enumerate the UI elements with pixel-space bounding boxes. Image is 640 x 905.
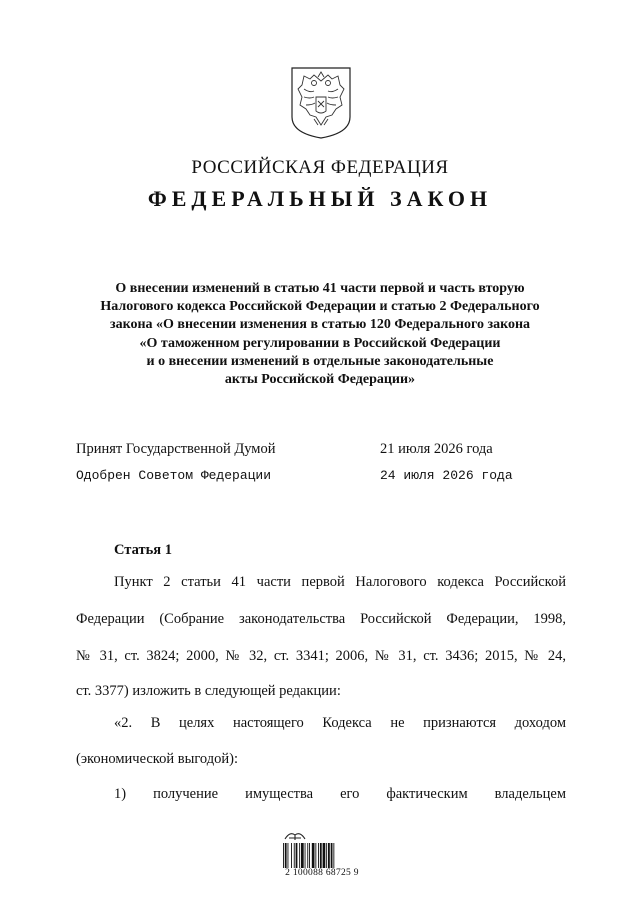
article-heading: Статья 1	[114, 542, 172, 558]
title-line: закона «О внесении изменения в статью 120 Федерального закона	[109, 317, 531, 333]
duma-date: 21 июля 2026 года	[380, 441, 493, 457]
barcode-icon	[282, 843, 358, 871]
article-line: Пункт 2 статьи 41 части первой Налогового кодекса Российской	[114, 574, 566, 590]
article-line: (экономической выгодой):	[76, 751, 238, 767]
title-line: и о внесении изменений в отдельные законодательные	[146, 353, 494, 369]
article-line: Федерации (Собрание законодательства Российской Федерации, 1998,	[76, 611, 566, 627]
article-line: № 31, ст. 3824; 2000, № 32, ст. 3341; 2006, № 31, ст. 3436; 2015, № 24,	[76, 648, 566, 664]
council-label: Одобрен Советом Федерации	[76, 468, 272, 483]
article-line: «2. В целях настоящего Кодекса не признаются доходом	[114, 715, 566, 731]
barcode-number: 2 100088 68725 9	[285, 868, 359, 878]
title-line: акты Российской Федерации»	[224, 372, 416, 388]
law-title	[60, 280, 580, 389]
eagle-mark-icon	[284, 829, 306, 841]
country-name: РОССИЙСКАЯ ФЕДЕРАЦИЯ	[191, 157, 449, 178]
council-date: 24 июля 2026 года	[380, 468, 513, 483]
title-line: Налогового кодекса Российской Федерации и статью 2 Федерального	[100, 299, 540, 315]
article-line: ст. 3377) изложить в следующей редакции:	[76, 683, 341, 699]
title-line: «О таможенном регулировании в Российской Федерации	[139, 335, 501, 351]
title-line: О внесении изменений в статью 41 части первой и часть вторую	[115, 281, 525, 296]
duma-label: Принят Государственной Думой	[76, 441, 276, 457]
article-line: 1) получение имущества его фактическим владельцем	[114, 786, 566, 802]
coat-of-arms-icon	[290, 67, 352, 139]
document-type: ФЕДЕРАЛЬНЫЙ ЗАКОН	[147, 186, 493, 211]
